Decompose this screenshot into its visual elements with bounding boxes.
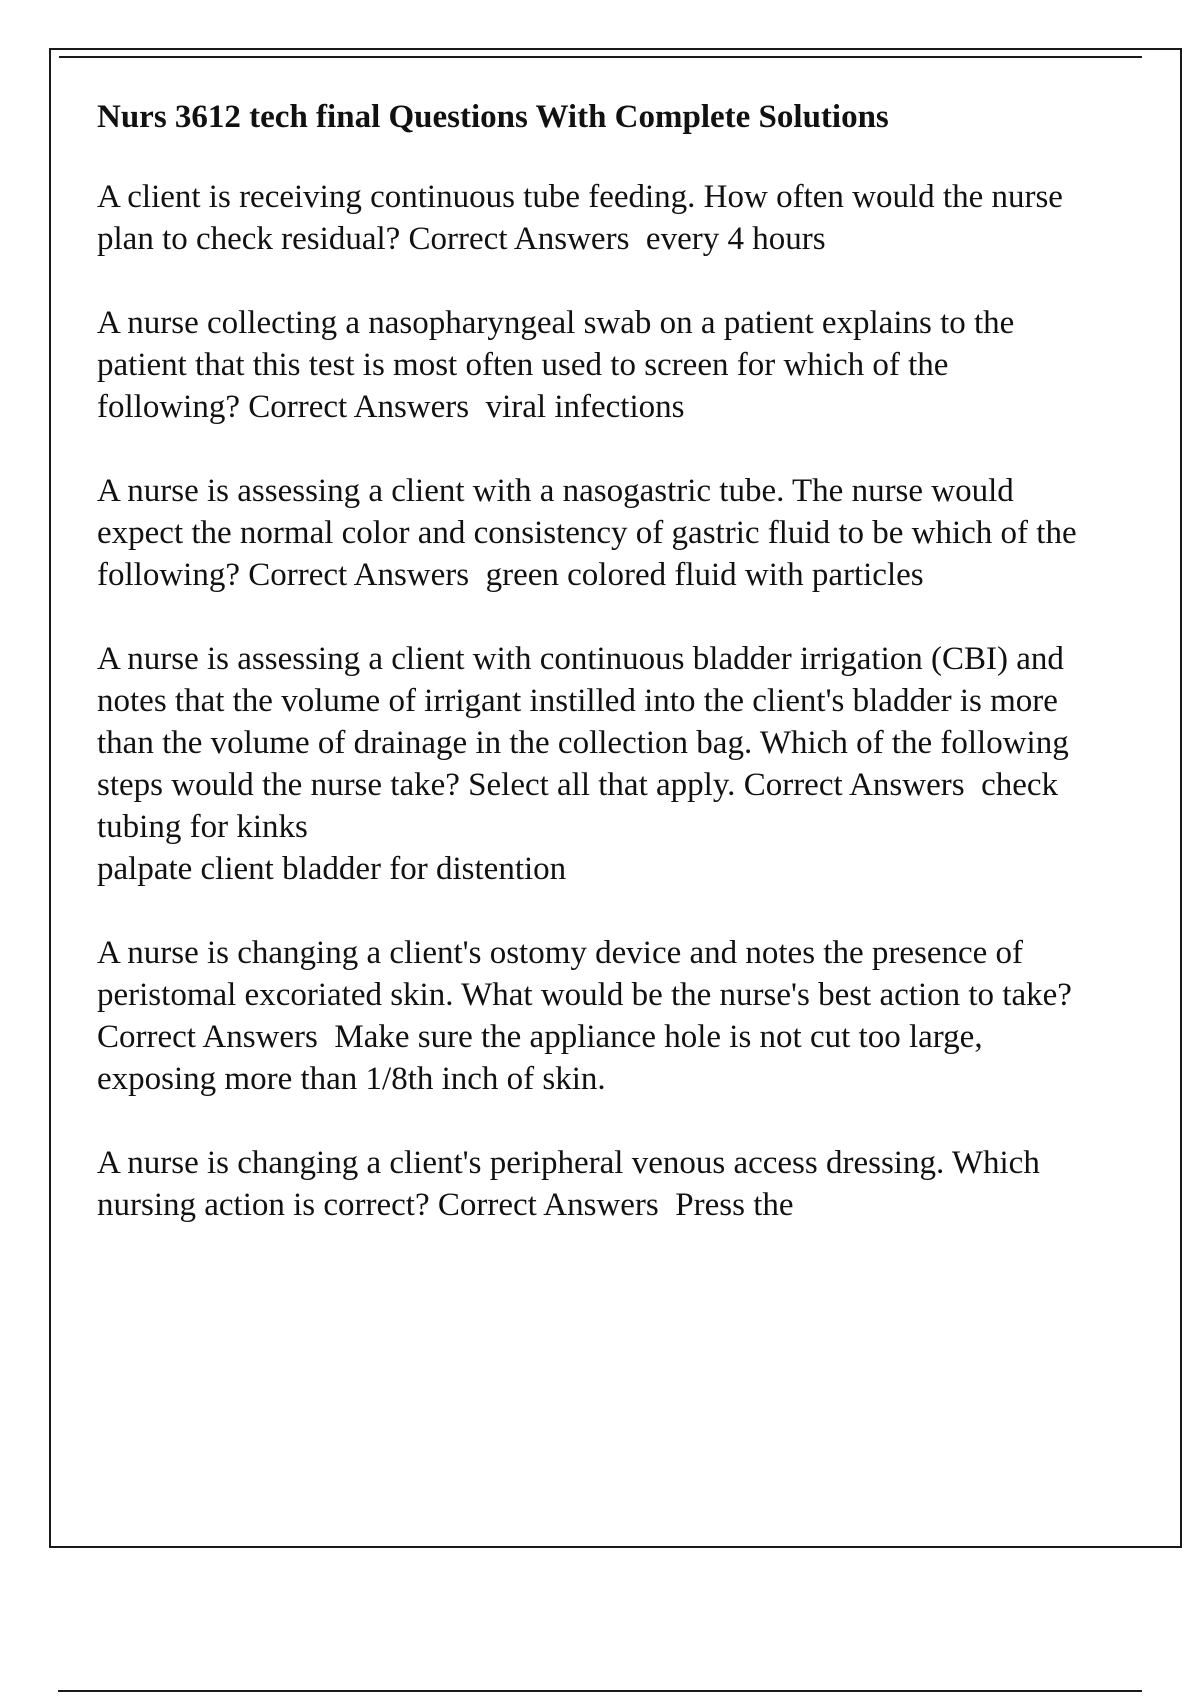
answer-text: green colored fluid with particles: [485, 557, 924, 593]
qa-item: [97, 1142, 1087, 1226]
qa-item: [97, 176, 1087, 260]
answer-text: every 4 hours: [645, 221, 826, 257]
answer-text: viral infections: [485, 389, 685, 425]
answer-marker: Correct Answers: [97, 1019, 318, 1055]
question-text: A client is receiving continuous tube feeding. How often would the nurse plan to check residual?: [97, 179, 1072, 257]
qa-item: [97, 932, 1087, 1100]
footer-rule: [58, 1690, 1142, 1692]
answer-marker: Correct Answers: [248, 557, 470, 593]
document-body: [97, 96, 1087, 1268]
answer-text: check tubing for kinks palpate client bladder for distention: [97, 767, 1059, 887]
qa-item: [97, 470, 1087, 596]
answer-marker: Correct Answers: [743, 767, 965, 803]
answer-marker: Correct Answers: [437, 1187, 659, 1223]
question-text: A nurse is changing a client's ostomy device and notes the presence of peristomal excoriated skin. What would be the nurse's best action to take?: [97, 935, 1072, 1013]
answer-text: Make sure the appliance hole is not cut too large, exposing more than 1/8th inch of skin.: [97, 1019, 991, 1097]
document-title: Nurs 3612 tech final Questions With Complete Solutions: [97, 99, 889, 135]
answer-marker: Correct Answers: [408, 221, 630, 257]
question-text: A nurse is assessing a client with a nasogastric tube. The nurse would expect the normal color and consistency of gastric fluid to be which of the following?: [97, 473, 1085, 593]
answer-marker: Correct Answers: [248, 389, 470, 425]
qa-item: [97, 638, 1087, 890]
qa-item: [97, 302, 1087, 428]
question-text: A nurse is assessing a client with continuous bladder irrigation (CBI) and notes that the volume of irrigant instilled into the client's bladder is more than the volume of drainage in the collection bag. Which of the following steps would the nurse take? Select all that apply.: [97, 641, 1077, 803]
question-text: A nurse is changing a client's peripheral venous access dressing. Which nursing action is correct?: [97, 1145, 1049, 1223]
answer-text: Press the: [675, 1187, 794, 1223]
question-text: A nurse collecting a nasopharyngeal swab on a patient explains to the patient that this test is most often used to screen for which of the following?: [97, 305, 1023, 425]
top-rule: [59, 56, 1142, 58]
